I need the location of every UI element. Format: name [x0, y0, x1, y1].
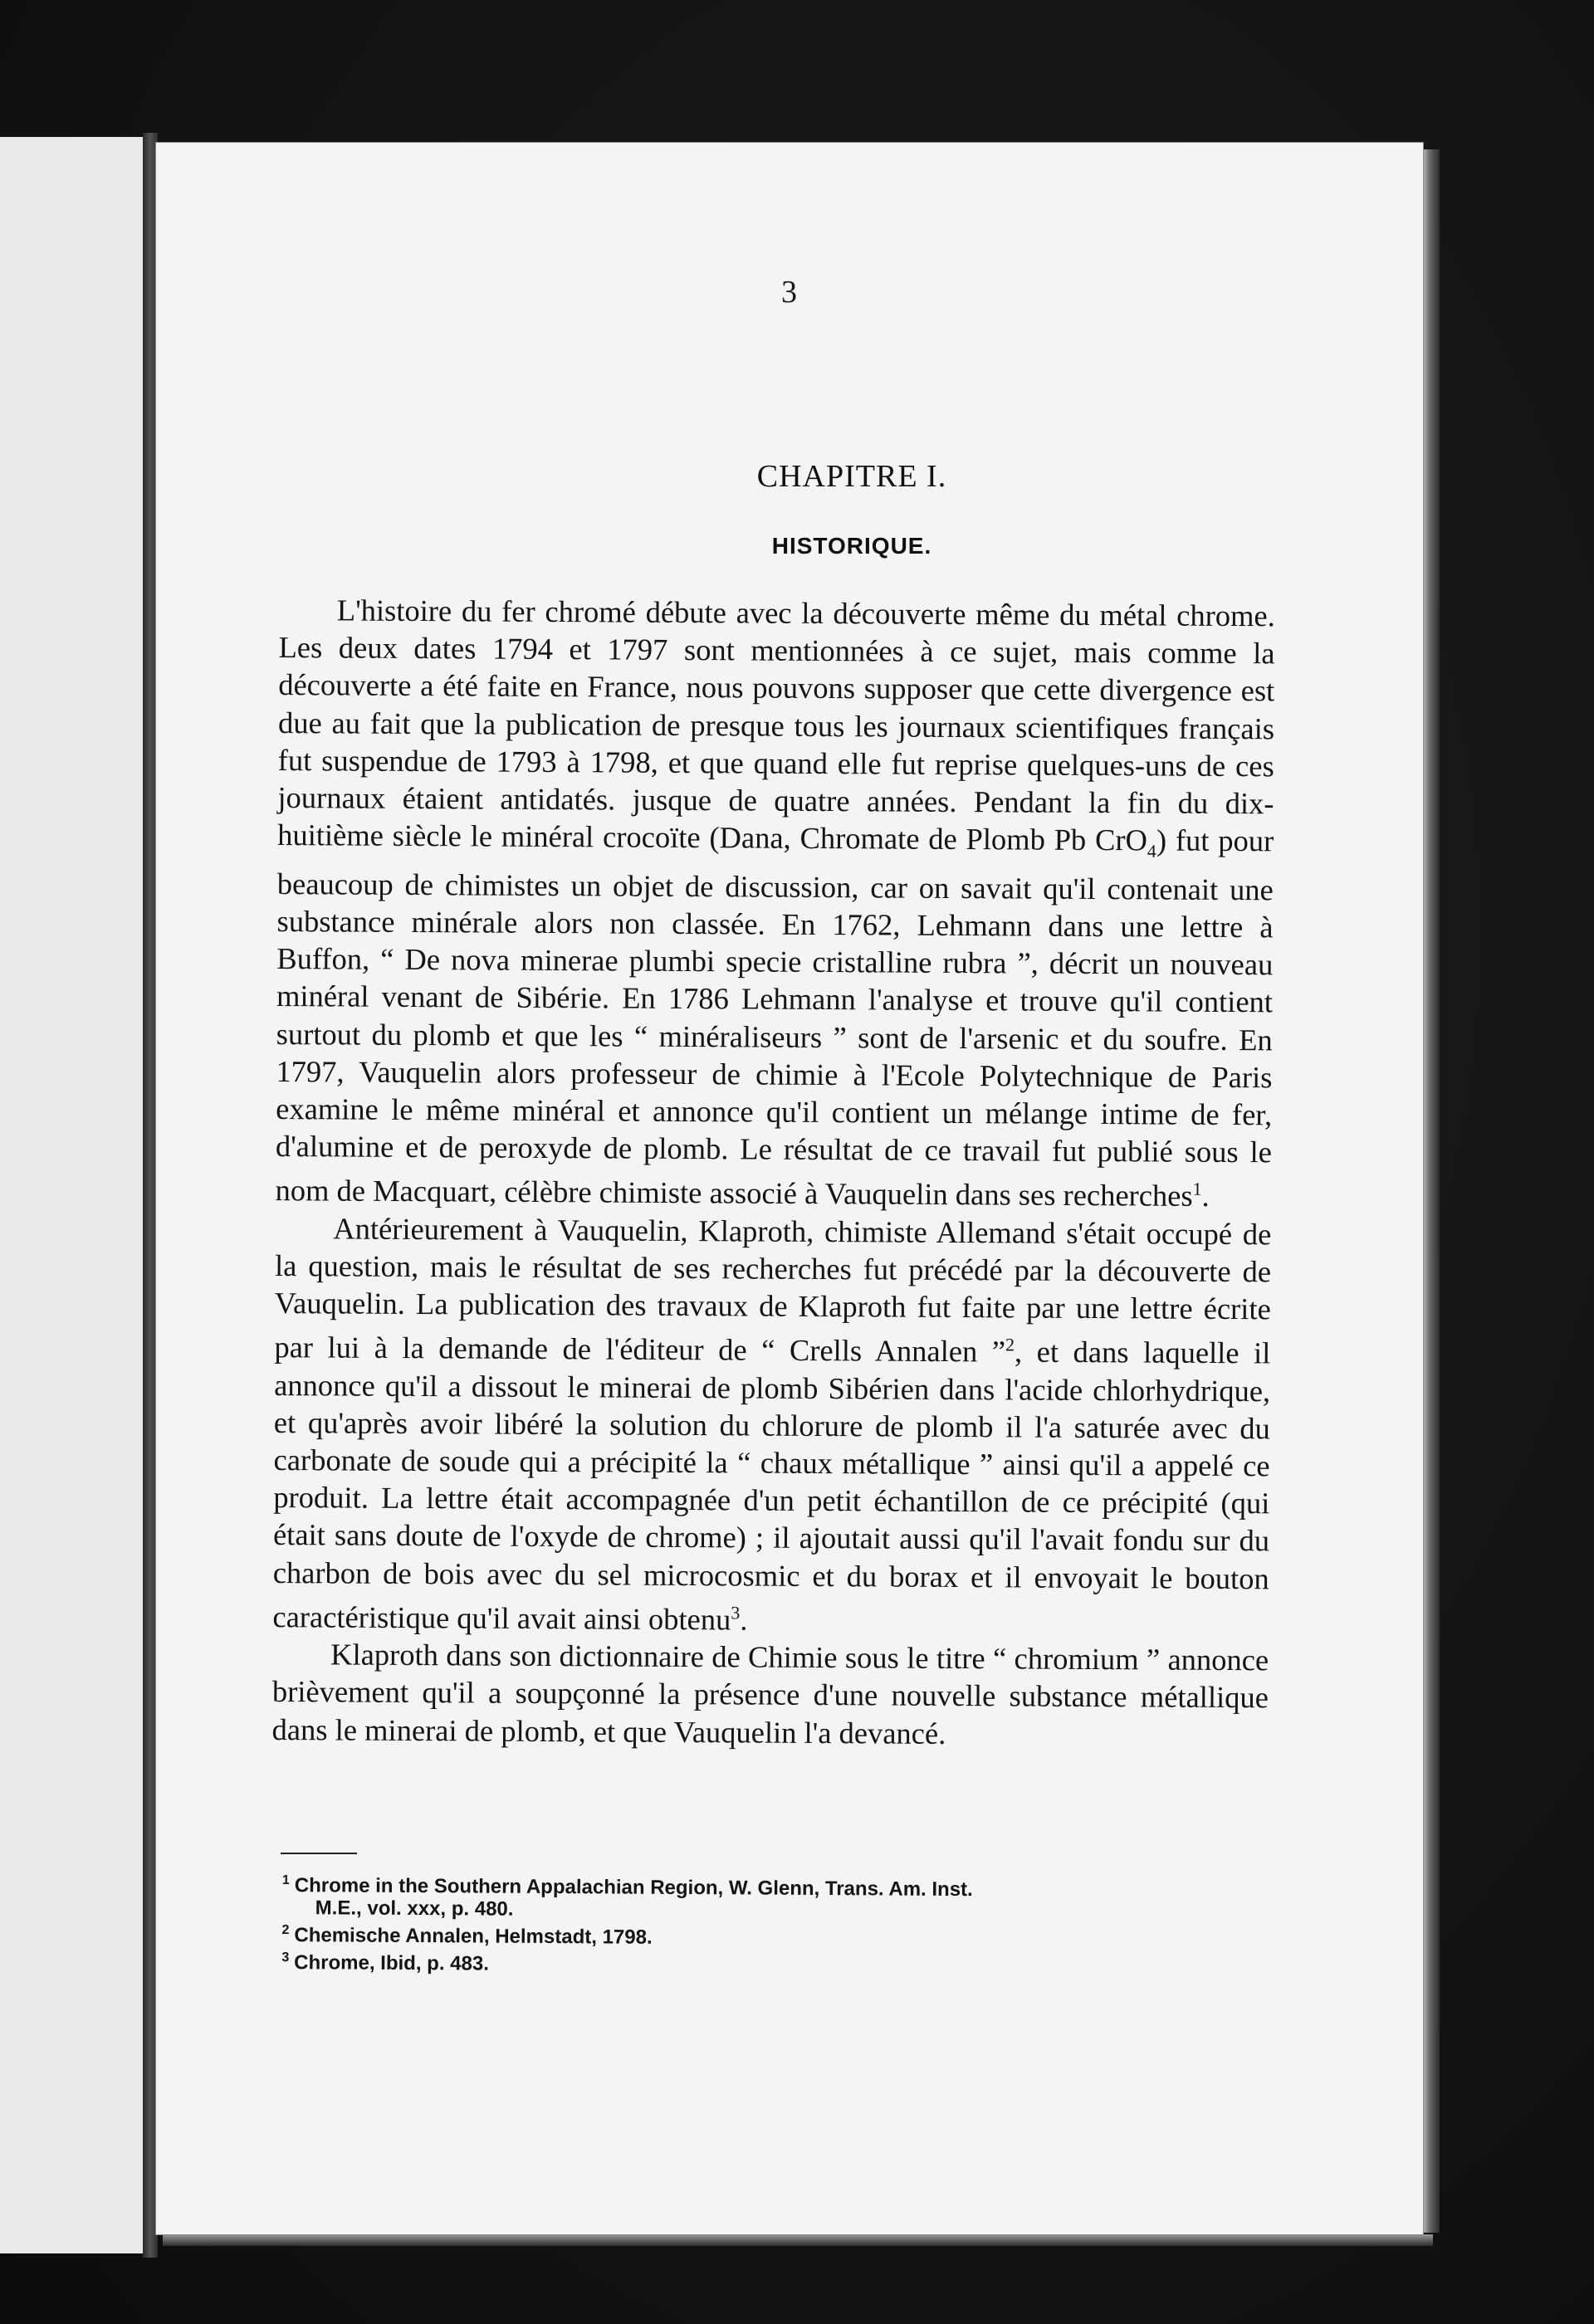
- footnote-separator: [281, 1853, 357, 1854]
- page-number: 3: [781, 275, 798, 310]
- paragraph-text: .: [740, 1602, 748, 1637]
- footnote-reference: 2: [1005, 1334, 1015, 1355]
- footnote: [282, 1869, 1262, 1925]
- facing-page-edge: [0, 137, 148, 2253]
- paragraph: [271, 1635, 1269, 1754]
- footnote-mark: 1: [281, 1873, 290, 1888]
- paragraph-text: Antérieurement à Vauquelin, Klaproth, chimiste Allemand s'était occupé de la question, mais le résultat de ses recherches fut précédé par la découverte de Vauquelin. La publication des travaux de Klaproth fut faite par une lettre écrite par lui à la demande de l'éditeur de “ Crells Annalen ”: [274, 1211, 1272, 1369]
- chapter-title: CHAPITRE I.: [756, 459, 947, 494]
- footnote-mark: 2: [281, 1922, 290, 1938]
- paragraph-text: .: [1201, 1179, 1210, 1213]
- paragraph-text: ) fut pour beaucoup de chimistes un objet de discussion, car on savait qu'il contenait une substance minérale alors non classée. En 1762, Lehmann dans une lettre à Buffon, “ De nova minerae plumbi specie cristalline rubra ”, décrit un nouveau minéral venant de Sibérie. En 1786 Lehmann l'analyse et trouve qu'il contient surtout du plomb et que les “ minéraliseurs ” sont de l'arsenic et du soufre. En 1797, Vauquelin alors professeur de chimie à l'Ecole Polytechnique de Paris examine le même minéral et annonce qu'il contient un mélange intime de fer, d'alumine et de peroxyde de plomb. Le résultat de ce travail fut publié sous le nom de Macquart, célèbre chimiste associé à Vauquelin dans ses recherches: [275, 823, 1274, 1213]
- subscript: 4: [1147, 840, 1156, 862]
- paragraph-text: L'histoire du fer chromé débute avec la découverte même du métal chrome. Les deux dates 1794 et 1797 sont mentionnées à ce sujet, mais comme la découverte a été faite en France, nous pouvons supposer que cette divergence est due au fait que la publication de presque tous les journaux scientifiques français fut suspendue de 1793 à 1798, et que quand elle fut reprise quelques-uns de ces journaux étaient antidatés. jusque de quatre années. Pendant la fin du dix-huitième siècle le minéral crocoïte (Dana, Chromate de Plomb Pb CrO: [277, 593, 1275, 857]
- footnote-reference: 1: [1192, 1179, 1202, 1200]
- footnote: [281, 1946, 1261, 1980]
- paragraph: [275, 591, 1275, 1215]
- footnotes: [281, 1869, 1262, 1980]
- footnote-text-continued: M.E., vol. xxx, p. 480.: [315, 1897, 514, 1921]
- paragraph-text: , et dans laquelle il annonce qu'il a dissout le minerai de plomb Sibérien dans l'acide chlorhydrique, et qu'après avoir libéré la solution du chlorure de plomb il l'a saturée avec du carbonate de soude qui a précipité la “ chaux métallique ” ainsi qu'il a appelé ce produit. La lettre était accompagnée d'un petit échantillon de ce précipité (qui était sans doute de l'oxyde de chrome) ; il ajoutait aussi qu'il l'avait fondu sur du charbon de bois avec du sel microcosmic et du borax et il envoyait le bouton caractéristique qu'il avait ainsi obtenu: [272, 1334, 1271, 1637]
- footnote-reference: 3: [731, 1602, 741, 1623]
- section-title: HISTORIQUE.: [771, 533, 932, 559]
- body-text: [271, 591, 1274, 1754]
- page-stack-edge-right: [1423, 149, 1440, 2233]
- footnote-text: Chemische Annalen, Helmstadt, 1798.: [294, 1924, 653, 1949]
- footnote-mark: 3: [281, 1950, 290, 1965]
- footnote-text: Chrome in the Southern Appalachian Region, W. Glenn, Trans. Am. Inst.: [294, 1874, 973, 1902]
- page-stack-edge-bottom: [163, 2234, 1433, 2246]
- paragraph: [272, 1209, 1271, 1642]
- paragraph-text: Klaproth dans son dictionnaire de Chimie sous le titre “ chromium ” annonce brièvement qu'il a soupçonné la présence d'une nouvelle substance métallique dans le minerai de plomb, et que Vauquelin l'a devancé.: [271, 1637, 1269, 1750]
- book-page: [156, 143, 1423, 2234]
- footnote-text: Chrome, Ibid, p. 483.: [294, 1951, 490, 1975]
